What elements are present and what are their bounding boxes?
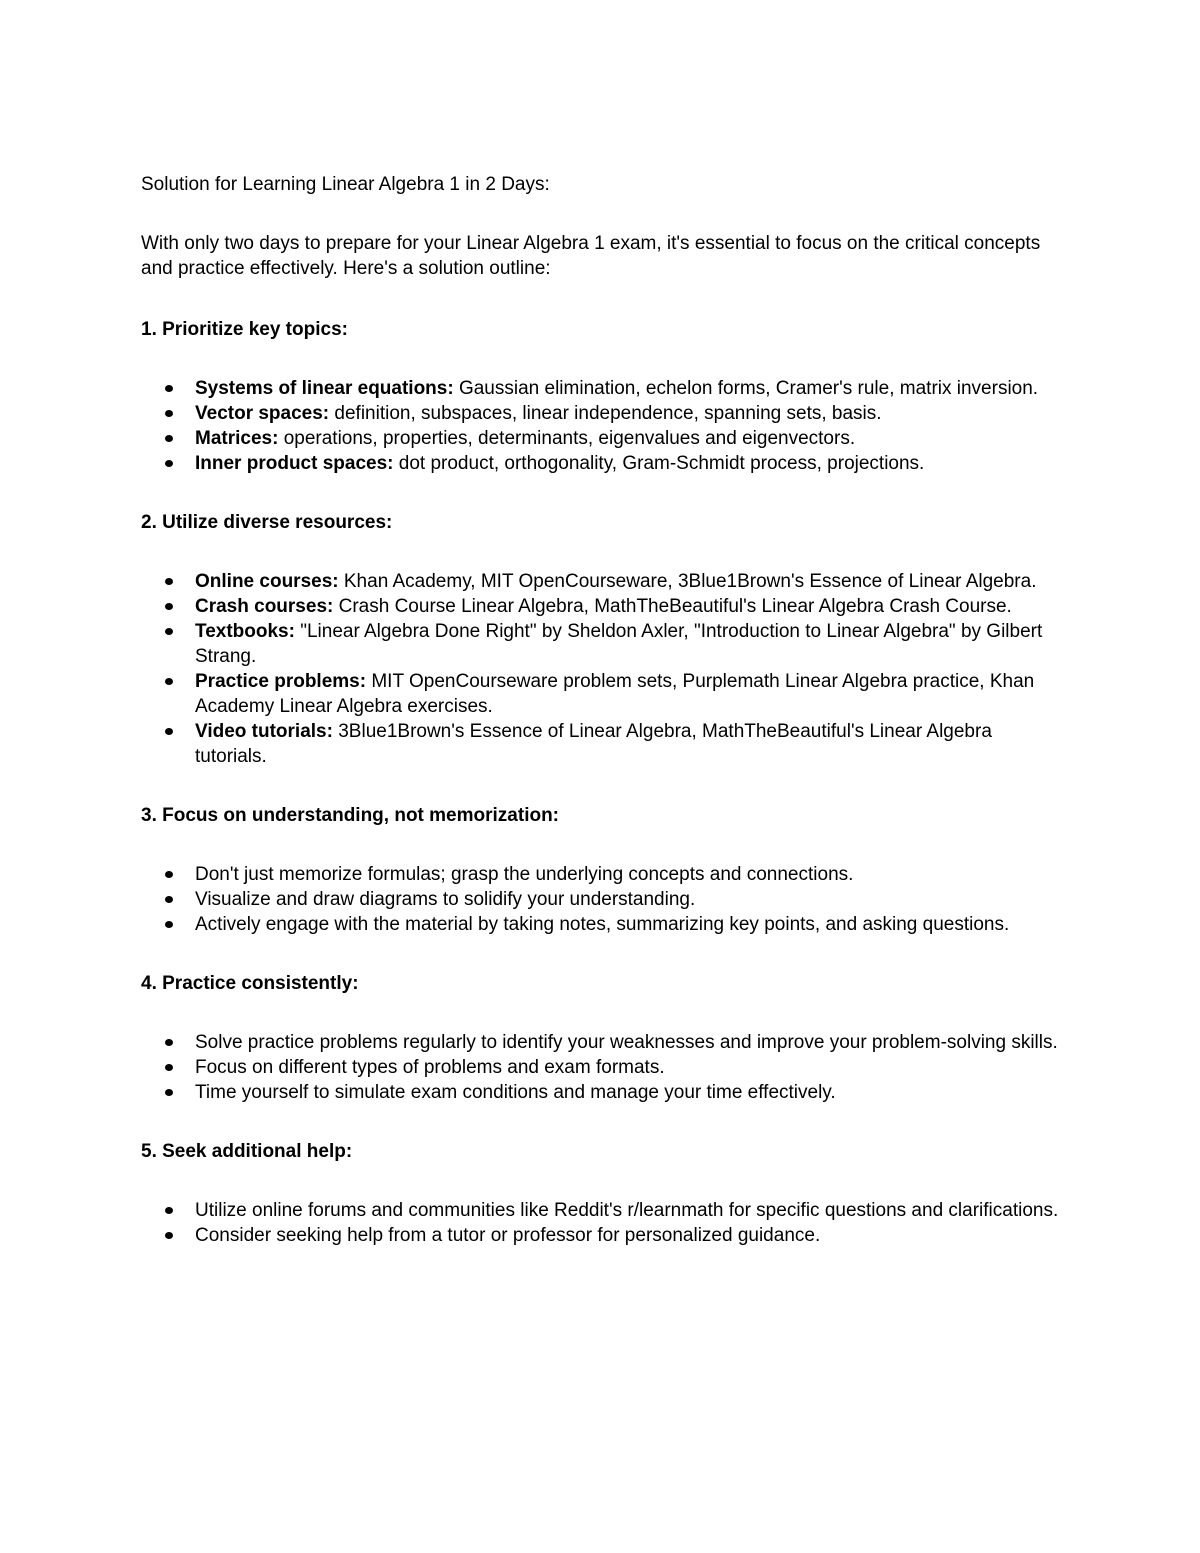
item-label: Practice problems: xyxy=(195,671,367,692)
bullet-list xyxy=(141,862,1061,937)
item-label: Systems of linear equations: xyxy=(195,378,454,399)
item-text: Crash Course Linear Algebra, MathTheBeautiful's Linear Algebra Crash Course. xyxy=(333,596,1012,617)
item-label: Crash courses: xyxy=(195,596,334,617)
intro-paragraph: With only two days to prepare for your Linear Algebra 1 exam, it's essential to focus on the critical concepts and practice effectively. Here's a solution outline: xyxy=(141,233,1041,279)
list-item xyxy=(141,887,1061,912)
document-title: Solution for Learning Linear Algebra 1 in 2 Days: xyxy=(141,174,550,195)
item-text: Time yourself to simulate exam conditions and manage your time effectively. xyxy=(195,1082,836,1103)
item-label: Textbooks: xyxy=(195,621,295,642)
list-item xyxy=(141,719,1061,769)
bullet-icon xyxy=(165,385,173,392)
bullet-icon xyxy=(165,728,173,735)
bullet-icon xyxy=(165,578,173,585)
list-item xyxy=(141,1030,1061,1055)
bullet-list xyxy=(141,376,1061,476)
sections-container xyxy=(141,317,1061,1248)
section-heading: 2. Utilize diverse resources: xyxy=(141,512,393,533)
section-heading: 4. Practice consistently: xyxy=(141,973,359,994)
bullet-icon xyxy=(165,1064,173,1071)
item-text: Solve practice problems regularly to identify your weaknesses and improve your problem-solving skills. xyxy=(195,1032,1058,1053)
bullet-icon xyxy=(165,896,173,903)
item-label: Video tutorials: xyxy=(195,721,333,742)
list-item xyxy=(141,912,1061,937)
item-text: 3Blue1Brown's Essence of Linear Algebra, MathTheBeautiful's Linear Algebra tutorials. xyxy=(195,721,992,767)
item-text: Khan Academy, MIT OpenCourseware, 3Blue1Brown's Essence of Linear Algebra. xyxy=(338,571,1037,592)
bullet-icon xyxy=(165,678,173,685)
list-item xyxy=(141,376,1061,401)
bullet-list xyxy=(141,1030,1061,1105)
list-item xyxy=(141,594,1061,619)
item-text: operations, properties, determinants, eigenvalues and eigenvectors. xyxy=(278,428,856,449)
section-heading: 3. Focus on understanding, not memorization: xyxy=(141,805,560,826)
list-item xyxy=(141,1223,1061,1248)
item-text: "Linear Algebra Done Right" by Sheldon Axler, "Introduction to Linear Algebra" by Gilbert Strang. xyxy=(195,621,1043,667)
item-text: Don't just memorize formulas; grasp the underlying concepts and connections. xyxy=(195,864,854,885)
bullet-icon xyxy=(165,921,173,928)
list-item xyxy=(141,669,1061,719)
bullet-list xyxy=(141,569,1061,769)
bullet-icon xyxy=(165,603,173,610)
item-label: Inner product spaces: xyxy=(195,453,394,474)
item-label: Vector spaces: xyxy=(195,403,330,424)
list-item xyxy=(141,451,1061,476)
bullet-icon xyxy=(165,871,173,878)
document-page xyxy=(141,172,1061,1282)
list-item xyxy=(141,1198,1061,1223)
section-heading: 5. Seek additional help: xyxy=(141,1141,353,1162)
list-item xyxy=(141,619,1061,669)
item-text: Focus on different types of problems and exam formats. xyxy=(195,1057,665,1078)
bullet-icon xyxy=(165,1232,173,1239)
list-item xyxy=(141,426,1061,451)
item-text: Consider seeking help from a tutor or professor for personalized guidance. xyxy=(195,1225,821,1246)
bullet-icon xyxy=(165,460,173,467)
bullet-list xyxy=(141,1198,1061,1248)
section-heading: 1. Prioritize key topics: xyxy=(141,319,348,340)
bullet-icon xyxy=(165,1207,173,1214)
list-item xyxy=(141,401,1061,426)
item-text: Actively engage with the material by taking notes, summarizing key points, and asking questions. xyxy=(195,914,1010,935)
bullet-icon xyxy=(165,435,173,442)
list-item xyxy=(141,862,1061,887)
bullet-icon xyxy=(165,1039,173,1046)
bullet-icon xyxy=(165,1089,173,1096)
bullet-icon xyxy=(165,410,173,417)
item-text: Gaussian elimination, echelon forms, Cramer's rule, matrix inversion. xyxy=(453,378,1039,399)
item-text: Utilize online forums and communities like Reddit's r/learnmath for specific questions and clarifications. xyxy=(195,1200,1059,1221)
item-text: definition, subspaces, linear independence, spanning sets, basis. xyxy=(329,403,882,424)
item-label: Matrices: xyxy=(195,428,279,449)
item-text: MIT OpenCourseware problem sets, Purplemath Linear Algebra practice, Khan Academy Linear Algebra exercises. xyxy=(195,671,1035,717)
bullet-icon xyxy=(165,628,173,635)
item-text: dot product, orthogonality, Gram-Schmidt process, projections. xyxy=(393,453,925,474)
list-item xyxy=(141,1080,1061,1105)
list-item xyxy=(141,1055,1061,1080)
item-text: Visualize and draw diagrams to solidify your understanding. xyxy=(195,889,696,910)
item-label: Online courses: xyxy=(195,571,339,592)
list-item xyxy=(141,569,1061,594)
